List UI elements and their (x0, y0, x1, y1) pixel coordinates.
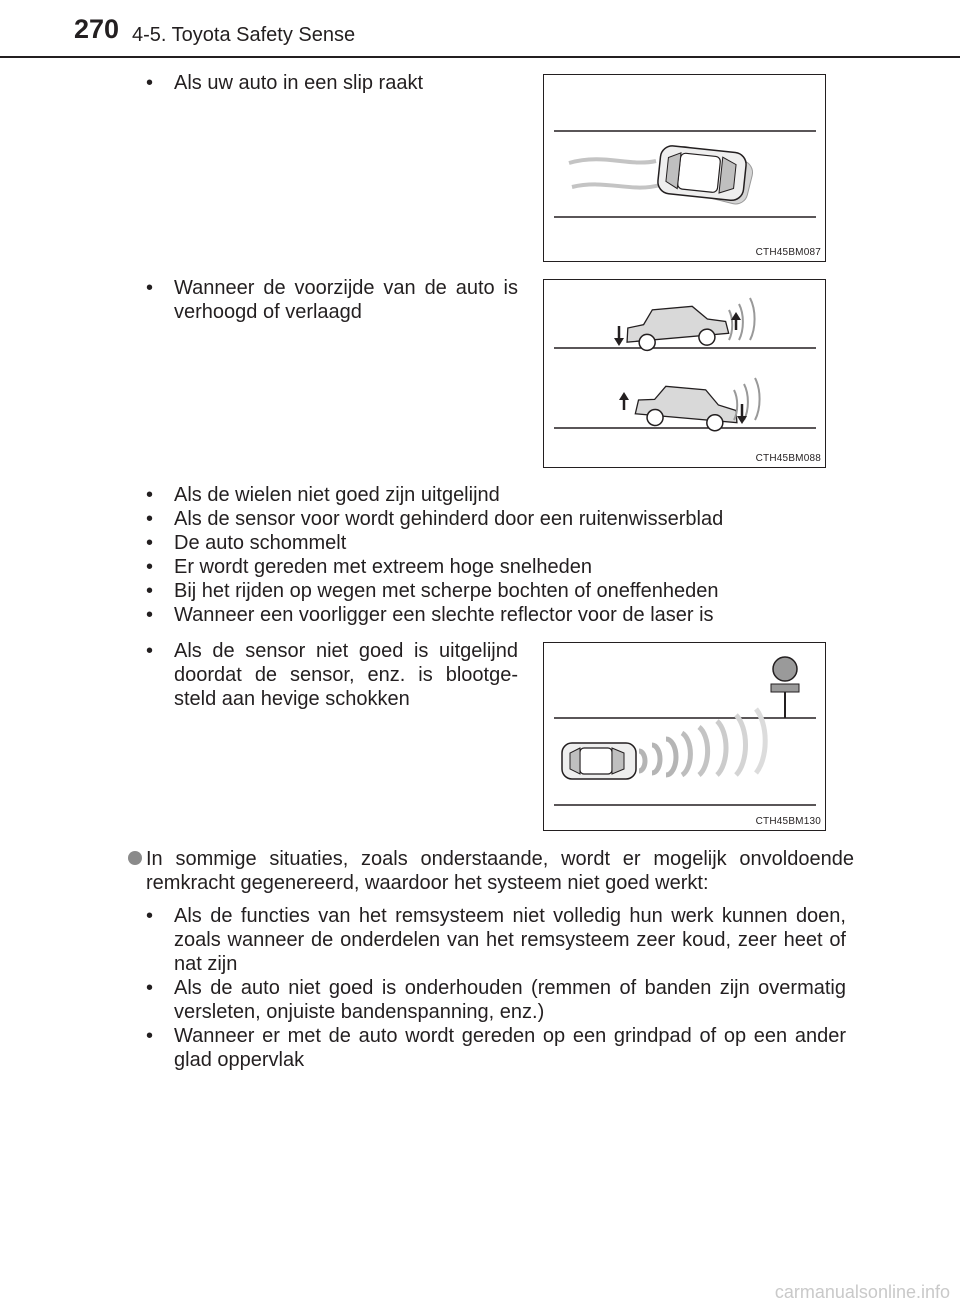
bullet-text: Wanneer een voorligger een slechte reflector voor de laser is (174, 604, 714, 626)
bullet-symbol: • (146, 640, 154, 662)
list-item (146, 603, 846, 627)
bullet-symbol: • (146, 556, 154, 578)
bullet-sensor-misaligned (146, 639, 518, 711)
header-rule (0, 56, 960, 58)
bullet-symbol: • (146, 508, 154, 530)
bullet-text: Er wordt gereden met extreem hoge snelheden (174, 556, 593, 578)
main-point-text: In sommige situaties, zoals onderstaande, wordt er mogelijk onvoldoende remkracht gegenereerd, waardoor het systeem niet goed werkt: (146, 848, 854, 894)
pitch-illustration (544, 280, 827, 469)
bullet-text: Bij het rijden op wegen met scherpe bochten of oneffenheden (174, 580, 719, 602)
section-title: 4-5. Toyota Safety Sense (132, 24, 356, 46)
bullet-skid (146, 71, 518, 95)
list-item (146, 531, 846, 555)
skid-illustration (544, 75, 827, 263)
figure-skid (543, 74, 826, 262)
bullet-text: Wanneer er met de auto wordt gereden op een grindpad of op een ander glad oppervlak (174, 1025, 846, 1071)
sub-bullet-list (146, 904, 846, 1072)
main-point-insufficient-braking (128, 847, 854, 895)
bullet-symbol: • (146, 580, 154, 602)
bullet-symbol: • (146, 977, 154, 999)
bullet-symbol: • (146, 532, 154, 554)
bullet-text: Als de functies van het remsysteem niet volledig hun werk kunnen doen, zoals wanneer de onderdelen van het remsysteem zeer koud, zeer heet of nat zijn (174, 905, 846, 975)
bullet-text: De auto schommelt (174, 532, 347, 554)
list-item (146, 555, 846, 579)
bullet-symbol: • (146, 277, 154, 299)
bullet-text: Als de sensor voor wordt gehinderd door een ruitenwisserblad (174, 508, 724, 530)
watermark: carmanualsonline.info (774, 1282, 950, 1302)
figure-code: CTH45BM087 (755, 247, 821, 258)
list-item (146, 507, 846, 531)
bullet-symbol: • (146, 905, 154, 927)
bullet-text: Als de sensor niet goed is uitgelijnd doordat de sensor, enz. is blootge-steld aan hevige schokken (174, 640, 518, 710)
bullet-text: Als uw auto in een slip raakt (174, 72, 424, 94)
bullet-front-raised (146, 276, 518, 324)
bullet-text: Wanneer de voorzijde van de auto is verhoogd of verlaagd (174, 277, 518, 323)
bullet-text: Als de auto niet goed is onderhouden (remmen of banden zijn overmatig versleten, onjuiste bandenspanning, enz.) (174, 977, 846, 1023)
list-item (146, 904, 846, 976)
circle-bullet-icon (128, 851, 142, 865)
misaligned-illustration (544, 643, 827, 832)
bullet-symbol: • (146, 484, 154, 506)
list-item (146, 579, 846, 603)
figure-code: CTH45BM088 (755, 453, 821, 464)
figure-pitch (543, 279, 826, 468)
bullet-symbol: • (146, 604, 154, 626)
list-item (146, 1024, 846, 1072)
figure-misaligned (543, 642, 826, 831)
list-item (146, 976, 846, 1024)
bullet-list-conditions (146, 483, 846, 627)
bullet-symbol: • (146, 72, 154, 94)
bullet-symbol: • (146, 1025, 154, 1047)
list-item (146, 483, 846, 507)
figure-code: CTH45BM130 (755, 816, 821, 827)
page-number: 270 (74, 14, 120, 44)
bullet-text: Als de wielen niet goed zijn uitgelijnd (174, 484, 500, 506)
